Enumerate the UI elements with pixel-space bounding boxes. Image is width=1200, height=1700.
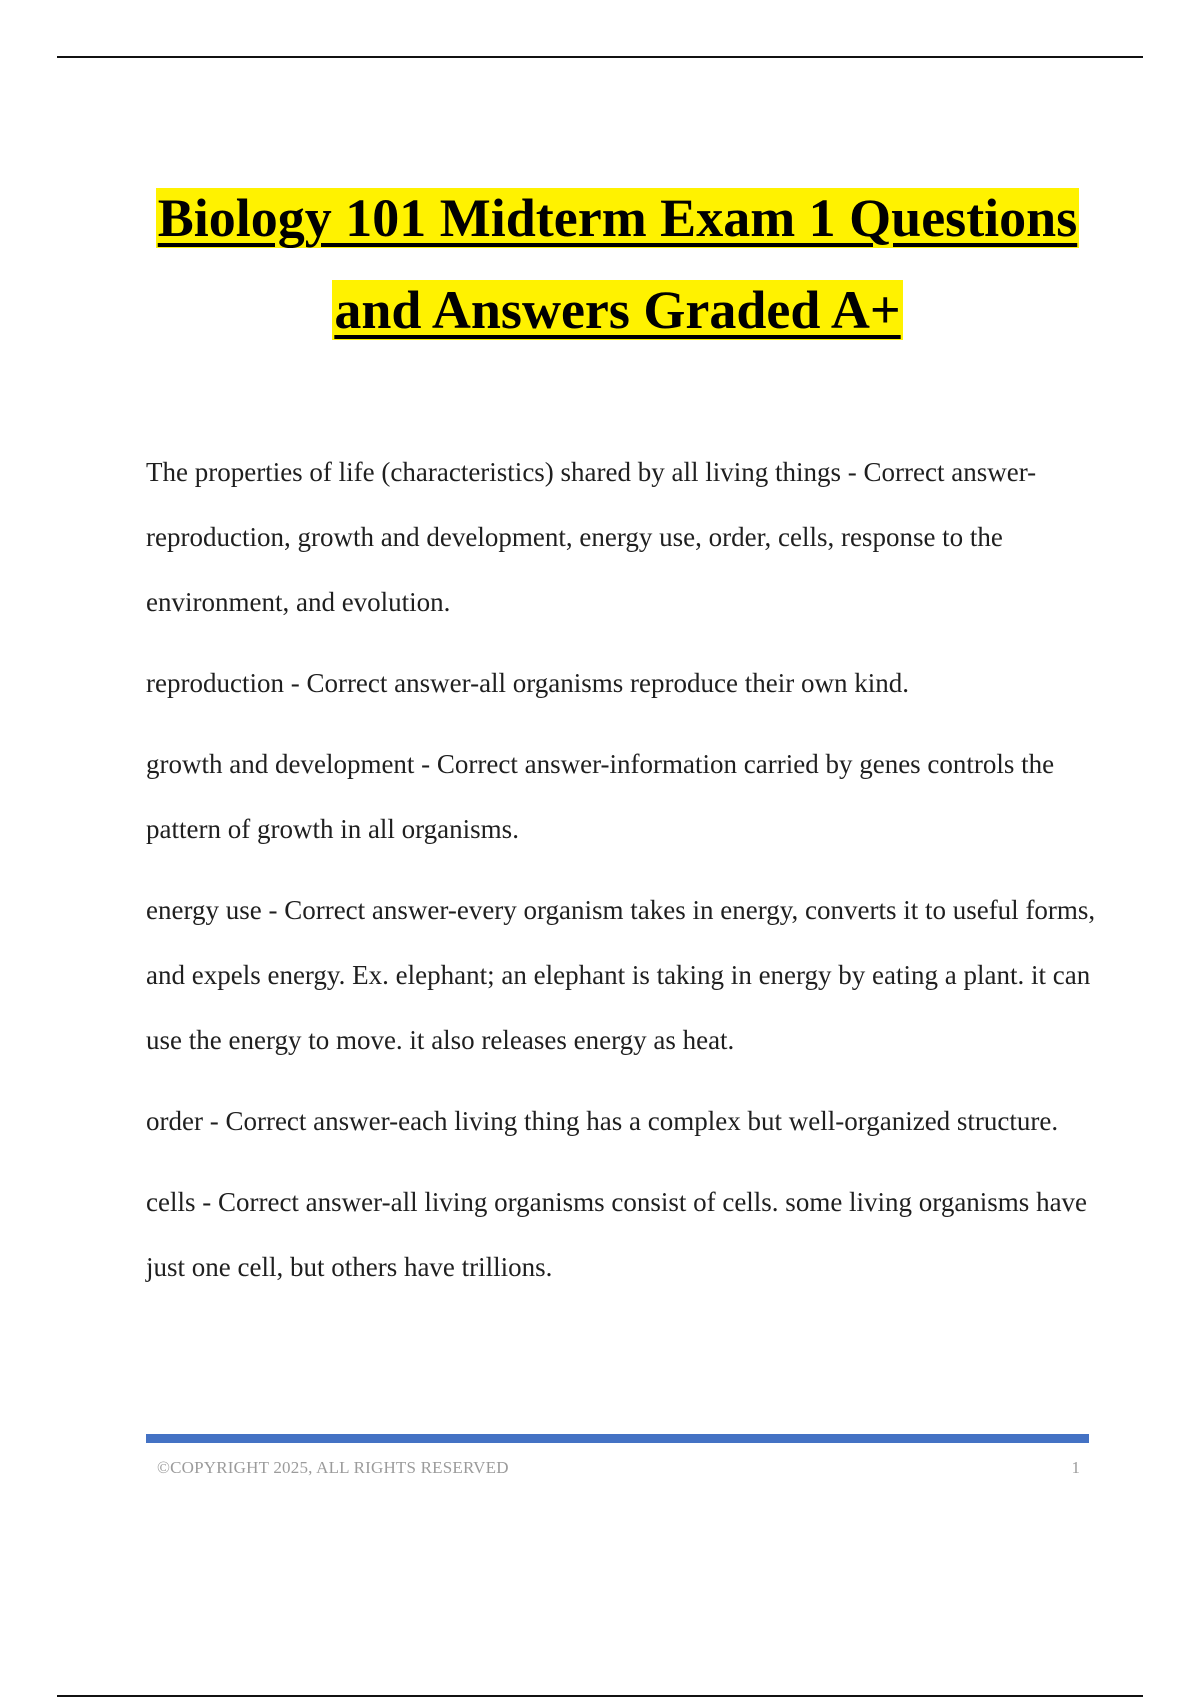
qa-list	[146, 440, 1096, 1316]
footer-copyright: ©COPYRIGHT 2025, ALL RIGHTS RESERVED	[157, 1458, 509, 1477]
title-line-1: Biology 101 Midterm Exam 1 Questions	[157, 188, 1078, 248]
qa-item-order: order - Correct answer-each living thing has a complex but well-organized structure.	[146, 1106, 1059, 1136]
footer-bar	[146, 1434, 1089, 1443]
qa-item-growth-and-development: growth and development - Correct answer-information carried by genes controls the pattern of growth in all organisms.	[146, 749, 1055, 844]
document-title	[0, 172, 1200, 356]
qa-item-energy-use: energy use - Correct answer-every organism takes in energy, converts it to useful forms, and expels energy. Ex. elephant; an elephant is taking in energy by eating a plant. it can use the energy to move. it also releases energy as heat.	[146, 895, 1096, 1055]
qa-item-cells: cells - Correct answer-all living organisms consist of cells. some living organisms have just one cell, but others have trillions.	[146, 1187, 1088, 1282]
title-line-2: and Answers Graded A+	[334, 280, 901, 340]
page-number: 1	[1071, 1458, 1080, 1477]
qa-item-reproduction: reproduction - Correct answer-all organisms reproduce their own kind.	[146, 668, 909, 698]
top-rule	[57, 56, 1143, 58]
bottom-rule	[57, 1695, 1143, 1697]
qa-item-properties-of-life: The properties of life (characteristics) shared by all living things - Correct answer-reproduction, growth and development, energy use, order, cells, response to the environment, and evolution.	[146, 457, 1037, 617]
